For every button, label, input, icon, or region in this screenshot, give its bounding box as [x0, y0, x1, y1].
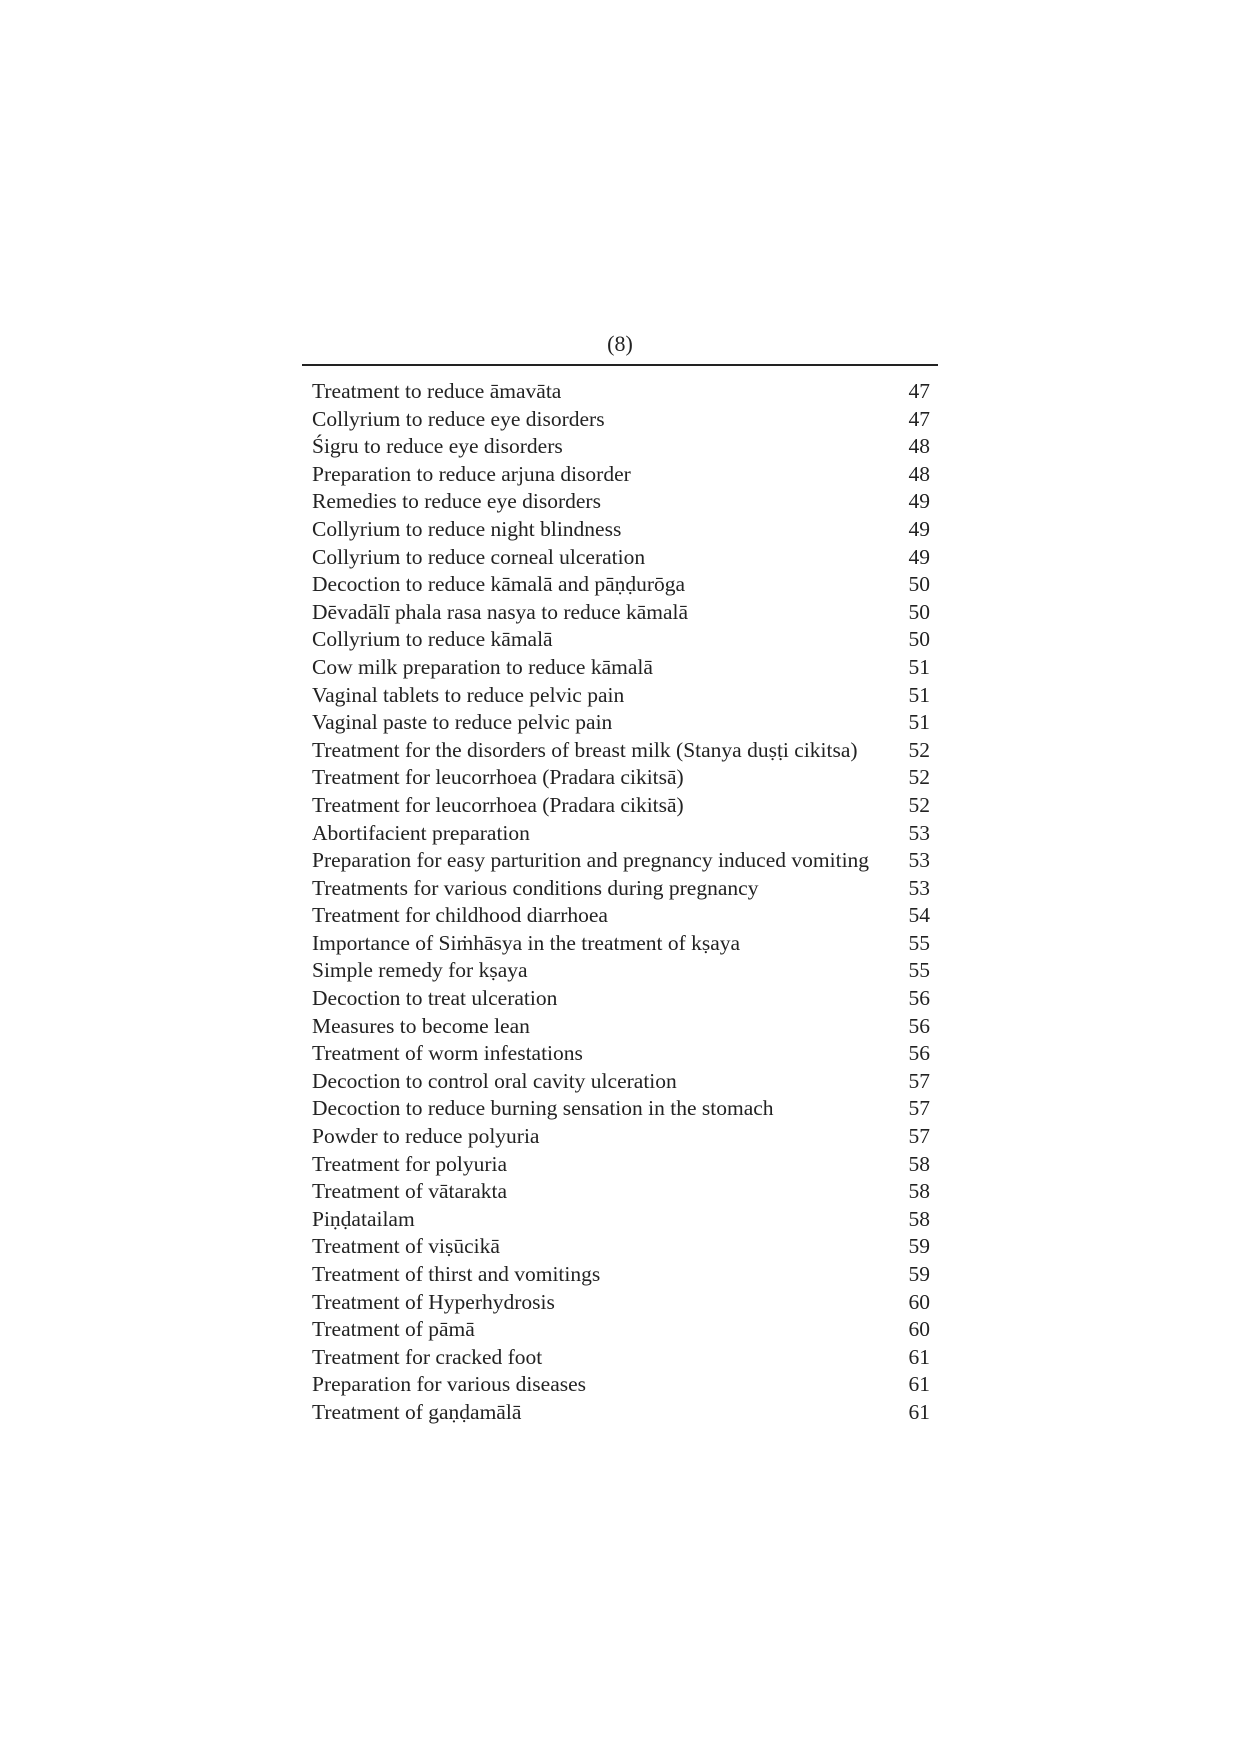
toc-entry	[312, 1233, 930, 1261]
toc-entry	[312, 516, 930, 544]
toc-entry-title: Remedies to reduce eye disorders	[312, 489, 601, 514]
toc-entry-page-number: 53	[908, 848, 930, 873]
toc-entry	[312, 1040, 930, 1068]
toc-entry	[312, 764, 930, 792]
toc-entry-page-number: 47	[908, 379, 930, 403]
toc-entry-page-number: 56	[908, 986, 930, 1011]
toc-entry	[312, 1095, 930, 1123]
toc-entry-page-number: 58	[908, 1151, 930, 1176]
toc-entry-page-number: 51	[908, 710, 930, 735]
toc-entry-title: Collyrium to reduce eye disorders	[312, 406, 605, 431]
toc-entry-title: Treatment for polyuria	[312, 1151, 508, 1176]
toc-entry	[312, 1344, 930, 1372]
toc-entry	[312, 737, 930, 765]
toc-entry-title: Collyrium to reduce night blindness	[312, 516, 622, 541]
toc-entry-title: Collyrium to reduce kāmalā	[312, 627, 553, 652]
toc-entry	[312, 875, 930, 903]
toc-entry-title: Cow milk preparation to reduce kāmalā	[312, 654, 653, 679]
toc-entry	[312, 1261, 930, 1289]
toc-entry-title: Decoction to control oral cavity ulceration	[312, 1068, 677, 1093]
toc-entry	[312, 1399, 930, 1427]
toc-entry	[312, 1123, 930, 1151]
toc-entry-page-number: 57	[908, 1068, 930, 1093]
toc-entry-title: Treatment for the disorders of breast milk (Stanya duṣṭi cikitsa)	[312, 737, 858, 762]
toc-entry-title: Treatment for leucorrhoea (Pradara cikitsā)	[312, 765, 684, 790]
toc-entry	[312, 1013, 930, 1041]
toc-entry	[312, 461, 930, 489]
toc-entry-page-number: 52	[908, 737, 930, 762]
toc-entry-page-number: 48	[908, 434, 930, 459]
toc-entry-title: Simple remedy for kṣaya	[312, 958, 528, 983]
toc-entry-title: Treatment of thirst and vomitings	[312, 1262, 601, 1286]
toc-entry-title: Treatment for leucorrhoea (Pradara cikitsā)	[312, 792, 684, 817]
toc-entry-title: Preparation to reduce arjuna disorder	[312, 461, 631, 486]
toc-entry-page-number: 52	[908, 792, 930, 817]
toc-entry-title: Treatment of viṣūcikā	[312, 1234, 500, 1259]
toc-entry-page-number: 58	[908, 1179, 930, 1204]
toc-entry	[312, 378, 930, 406]
toc-entry-title: Decoction to reduce burning sensation in the stomach	[312, 1096, 774, 1121]
toc-entry-title: Treatment for childhood diarrhoea	[312, 903, 608, 928]
toc-entry	[312, 654, 930, 682]
toc-entry-title: Treatment of pāmā	[312, 1317, 475, 1342]
toc-entry-page-number: 47	[908, 406, 930, 431]
toc-entry	[312, 820, 930, 848]
toc-entry-page-number: 53	[908, 820, 930, 845]
toc-entry-page-number: 61	[908, 1344, 930, 1369]
toc-entry	[312, 985, 930, 1013]
toc-entry-title: Decoction to treat ulceration	[312, 986, 558, 1011]
toc-entry-title: Treatment of worm infestations	[312, 1041, 583, 1066]
toc-entry-title: Preparation for easy parturition and pregnancy induced vomiting	[312, 848, 870, 873]
toc-entry-title: Decoction to reduce kāmalā and pāṇḍurōga	[312, 572, 686, 597]
toc-entry	[312, 433, 930, 461]
toc-entry-page-number: 48	[908, 461, 930, 486]
toc-entry-page-number: 54	[908, 903, 930, 928]
toc-entry	[312, 599, 930, 627]
table-of-contents	[302, 378, 938, 1427]
toc-entry	[312, 488, 930, 516]
toc-entry-title: Preparation for various diseases	[312, 1372, 587, 1397]
toc-entry-page-number: 57	[908, 1096, 930, 1121]
toc-entry	[312, 571, 930, 599]
toc-entry-title: Treatment for cracked foot	[312, 1344, 543, 1369]
toc-entry-title: Collyrium to reduce corneal ulceration	[312, 544, 646, 569]
page-number: (8)	[607, 331, 633, 356]
toc-entry	[312, 682, 930, 710]
toc-entry-title: Treatment of gaṇḍamālā	[312, 1399, 522, 1424]
toc-entry-page-number: 49	[908, 544, 930, 569]
toc-entry	[312, 626, 930, 654]
toc-entry	[312, 847, 930, 875]
toc-entry-title: Importance of Siṁhāsya in the treatment of kṣaya	[312, 930, 741, 955]
toc-entry	[312, 1178, 930, 1206]
toc-entry-title: Measures to become lean	[312, 1013, 530, 1038]
toc-entry-page-number: 50	[908, 627, 930, 652]
toc-entry-title: Vaginal paste to reduce pelvic pain	[312, 710, 613, 735]
toc-entry	[312, 709, 930, 737]
toc-entry-page-number: 52	[908, 765, 930, 790]
toc-entry-page-number: 56	[908, 1041, 930, 1066]
toc-entry	[312, 1206, 930, 1234]
toc-entry-page-number: 56	[908, 1013, 930, 1038]
toc-entry-title: Vaginal tablets to reduce pelvic pain	[312, 682, 625, 707]
document-page	[302, 330, 938, 1427]
toc-entry-page-number: 49	[908, 516, 930, 541]
toc-entry-title: Dēvadālī phala rasa nasya to reduce kāmalā	[312, 599, 689, 624]
toc-entry-title: Śigru to reduce eye disorders	[312, 434, 563, 459]
toc-entry-title: Treatments for various conditions during pregnancy	[312, 875, 759, 900]
toc-entry	[312, 930, 930, 958]
toc-entry	[312, 1371, 930, 1399]
toc-entry-page-number: 60	[908, 1317, 930, 1342]
toc-entry-page-number: 55	[908, 958, 930, 983]
toc-entry-page-number: 59	[908, 1234, 930, 1259]
toc-entry	[312, 1316, 930, 1344]
toc-entry-title: Treatment to reduce āmavāta	[312, 379, 562, 403]
toc-entry-page-number: 60	[908, 1289, 930, 1314]
header-rule	[302, 364, 938, 366]
toc-entry-title: Powder to reduce polyuria	[312, 1124, 540, 1149]
toc-entry	[312, 957, 930, 985]
toc-entry-title: Abortifacient preparation	[312, 820, 530, 845]
toc-entry	[312, 544, 930, 572]
toc-entry-title: Treatment of Hyperhydrosis	[312, 1289, 555, 1314]
toc-entry-page-number: 50	[908, 572, 930, 597]
toc-entry-page-number: 61	[908, 1399, 930, 1424]
toc-entry-page-number: 53	[908, 875, 930, 900]
toc-entry	[312, 902, 930, 930]
toc-entry	[312, 1068, 930, 1096]
toc-entry-page-number: 58	[908, 1206, 930, 1231]
toc-entry	[312, 1289, 930, 1317]
toc-entry-title: Treatment of vātarakta	[312, 1179, 508, 1204]
toc-entry-title: Piṇḍatailam	[312, 1206, 415, 1231]
toc-entry-page-number: 61	[908, 1372, 930, 1397]
toc-entry-page-number: 51	[908, 654, 930, 679]
toc-entry-page-number: 57	[908, 1124, 930, 1149]
toc-entry	[312, 406, 930, 434]
toc-entry-page-number: 55	[908, 930, 930, 955]
toc-entry-page-number: 49	[908, 489, 930, 514]
toc-entry-page-number: 59	[908, 1262, 930, 1286]
toc-entry-page-number: 50	[908, 599, 930, 624]
toc-entry	[312, 1151, 930, 1179]
toc-entry-page-number: 51	[908, 682, 930, 707]
toc-entry	[312, 792, 930, 820]
